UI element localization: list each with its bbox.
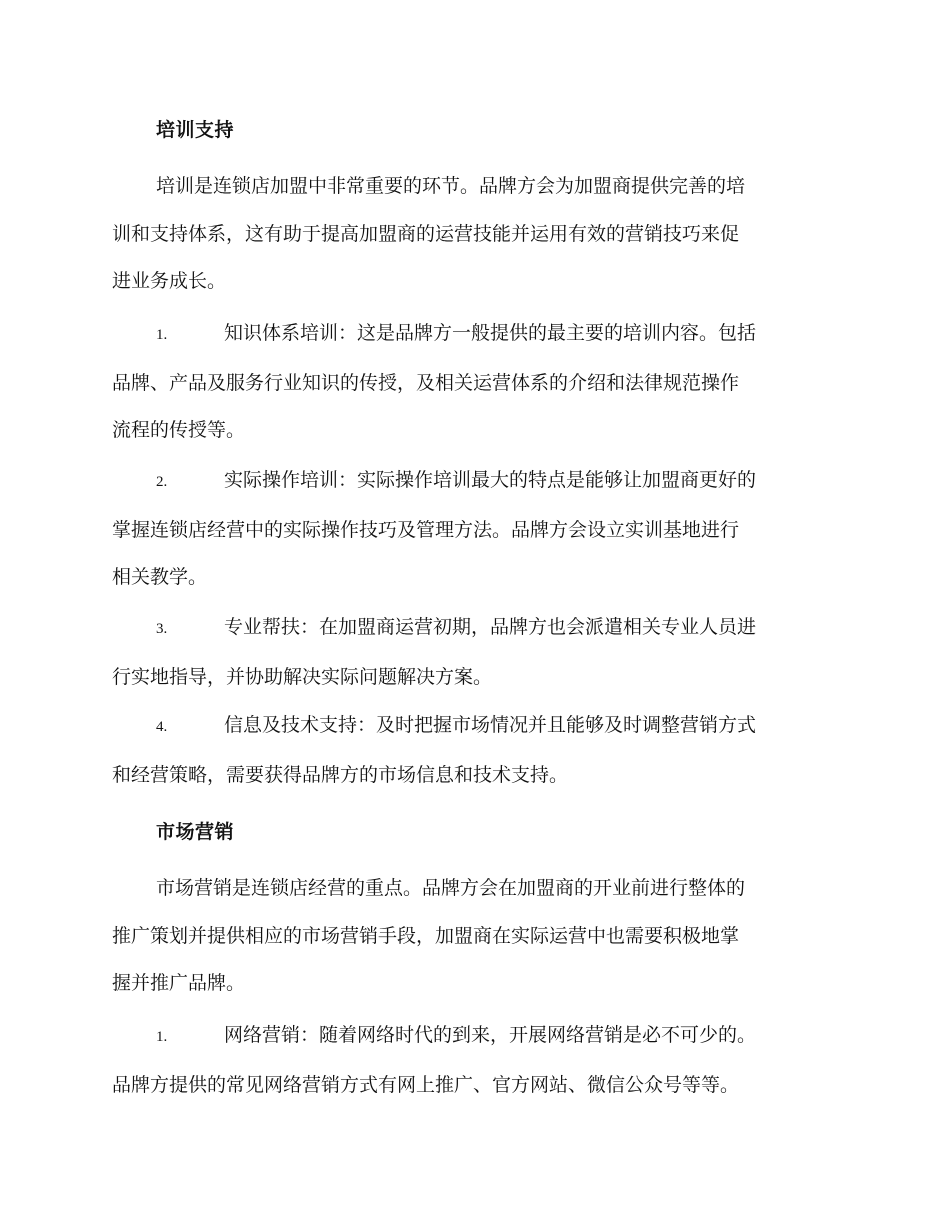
intro-line: 训和支持体系，这有助于提高加盟商的运营技能并运用有效的营销技巧来促: [112, 222, 740, 245]
list-item-info-tech-support: [112, 702, 832, 799]
list-number: 3.: [156, 621, 168, 637]
intro-line: 培训是连锁店加盟中非常重要的环节。品牌方会为加盟商提供完善的培: [156, 175, 746, 197]
list-item-text: 实际操作培训：实际操作培训最大的特点是能够让加盟商更好的: [224, 469, 757, 491]
list-item-text: 行实地指导，并协助解决实际问题解决方案。: [112, 665, 493, 688]
intro-line: 推广策划并提供相应的市场营销手段，加盟商在实际运营中也需要积极地掌: [112, 924, 740, 947]
list-number: 4.: [156, 719, 168, 735]
list-item-text: 相关教学。: [112, 566, 208, 588]
list-item-text: 品牌、产品及服务行业知识的传授，及相关运营体系的介绍和法律规范操作: [112, 371, 740, 394]
list-item-knowledge-training: [112, 310, 832, 455]
section-heading-training: 培训支持: [156, 119, 235, 141]
intro-line: 市场营销是连锁店经营的重点。品牌方会在加盟商的开业前进行整体的: [156, 877, 746, 899]
list-item-text: 和经营策略，需要获得品牌方的市场信息和技术支持。: [112, 763, 569, 786]
list-item-practical-training: [112, 457, 832, 602]
list-item-text: 信息及技术支持：及时把握市场情况并且能够及时调整营销方式: [224, 714, 757, 736]
list-number: 1.: [156, 327, 168, 343]
intro-line: 进业务成长。: [112, 270, 227, 292]
section-intro-training: [112, 163, 832, 306]
intro-line: 握并推广品牌。: [112, 972, 246, 994]
section-heading-marketing: 市场营销: [156, 821, 235, 843]
list-item-text: 品牌方提供的常见网络营销方式有网上推广、官方网站、微信公众号等等。: [112, 1073, 740, 1096]
list-item-text: 网络营销：随着网络时代的到来，开展网络营销是必不可少的。: [224, 1024, 757, 1046]
list-item-online-marketing: [112, 1012, 832, 1109]
list-item-text: 流程的传授等。: [112, 419, 246, 441]
list-item-text: 掌握连锁店经营中的实际操作技巧及管理方法。品牌方会设立实训基地进行: [112, 518, 740, 541]
list-item-text: 知识体系培训：这是品牌方一般提供的最主要的培训内容。包括: [224, 322, 757, 344]
list-item-professional-support: [112, 604, 832, 701]
list-number: 1.: [156, 1029, 168, 1045]
list-item-text: 专业帮扶：在加盟商运营初期，品牌方也会派遣相关专业人员进: [224, 616, 757, 638]
section-intro-marketing: [112, 865, 832, 1008]
list-number: 2.: [156, 474, 168, 490]
